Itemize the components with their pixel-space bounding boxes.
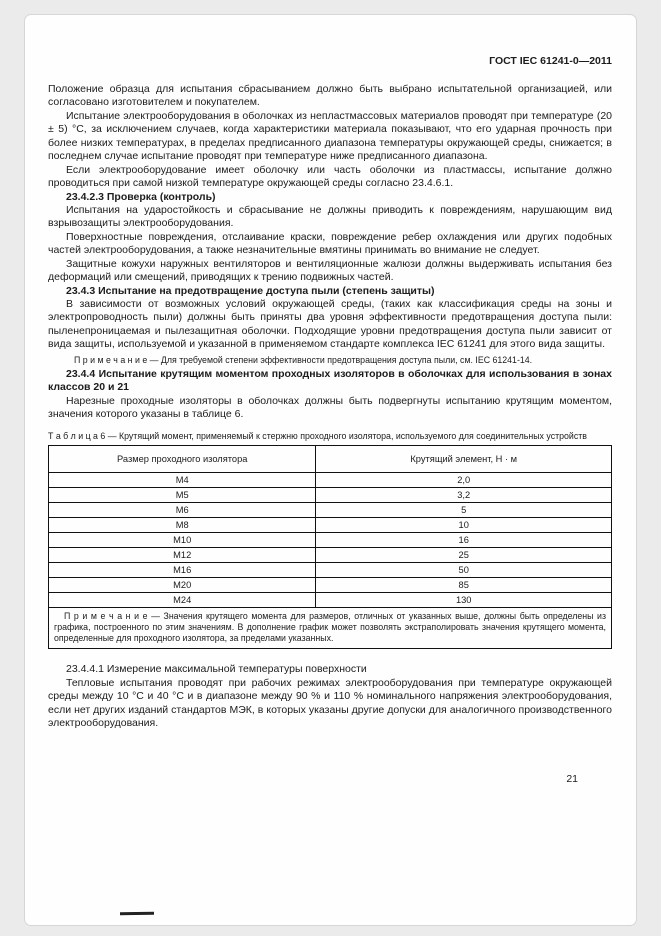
paragraph: В зависимости от возможных условий окружающей среды, (таких как классификация среды на зоны и электропроводность пыли) должны быть приняты два уровня эффективности предотвращения доступа пыли: пыленепроницаемая и пылезащитная оболочки. Подходящие уровни предотвращения доступа пыли зависит от вида защиты, используемой и указанной в применяемом стандарте комплекса IEC 61241 для этого вида защиты.	[48, 298, 612, 351]
table-row	[49, 517, 612, 532]
section-heading-23-4-2-3: 23.4.2.3 Проверка (контроль)	[66, 190, 216, 203]
cell-size: M12	[49, 547, 316, 562]
standard-number: ГОСТ IEC 61241-0—2011	[489, 55, 612, 67]
cell-torque: 50	[316, 562, 612, 577]
table-row	[49, 562, 612, 577]
cell-size: M4	[49, 472, 316, 487]
section-heading-23-4-4-1: 23.4.4.1 Измерение максимальной температуры поверхности	[66, 663, 367, 676]
scan-artifact-line	[120, 912, 154, 916]
paragraph: Испытания на ударостойкость и сбрасывание не должны приводить к повреждениям, нарушающим вид взрывозащиты электрооборудования.	[48, 203, 612, 230]
paragraph: Поверхностные повреждения, отслаивание краски, повреждение ребер охлаждения или других подобных частей электрооборудования, а также незначительные вмятины принимать во внимание не следует.	[48, 230, 612, 257]
torque-table	[48, 445, 612, 650]
cell-size: M5	[49, 487, 316, 502]
cell-size: M8	[49, 517, 316, 532]
cell-torque: 16	[316, 532, 612, 547]
cell-torque: 3,2	[316, 487, 612, 502]
cell-size: M6	[49, 502, 316, 517]
table-row	[49, 472, 612, 487]
paragraph: Защитные кожухи наружных вентиляторов и вентиляционные жалюзи должны выдерживать испытания без деформаций или смещений, приводящих к трению подвижных частей.	[48, 257, 612, 284]
cell-torque: 130	[316, 592, 612, 607]
paragraph: Испытание электрооборудования в оболочках из непластмассовых материалов проводят при температуре (20 ± 5) °С, за исключением случаев, когда характеристики материала показывают, что его ударная прочность при более низких температурах, в пределах предписанного диапазона температуры окружающей среды, снижается; в последнем случае испытание проводят при температуре ниже предписанного диапазона.	[48, 109, 612, 163]
note-text: П р и м е ч а н и е — Для требуемой степени эффективности предотвращения доступа пыли, см. IEC 61241-14.	[74, 354, 533, 365]
cell-torque: 2,0	[316, 472, 612, 487]
paragraph: Положение образца для испытания сбрасыванием должно быть выбрано испытательной организацией, или согласовано изготовителем и покупателем.	[48, 83, 612, 109]
table-row	[49, 592, 612, 607]
cell-size: M24	[49, 592, 316, 607]
table-row	[49, 577, 612, 592]
page-number: 21	[566, 772, 578, 785]
table-caption: Т а б л и ц а 6 — Крутящий момент, применяемый к стержню проходного изолятора, используемого для соединительных устройств	[48, 430, 587, 441]
paragraph: Если электрооборудование имеет оболочку или часть оболочки из пластмассы, испытание должно проводиться при самой низкой температуре окружающей среды согласно 23.4.6.1.	[48, 163, 612, 190]
cell-size: M10	[49, 532, 316, 547]
col-header-torque: Крутящий элемент, Н · м	[316, 445, 612, 472]
col-header-insulator-size: Размер проходного изолятора	[49, 445, 316, 472]
section-heading-23-4-3: 23.4.3 Испытание на предотвращение доступа пыли (степень защиты)	[66, 284, 435, 297]
cell-torque: 25	[316, 547, 612, 562]
paragraph: Нарезные проходные изоляторы в оболочках должны быть подвергнуты испытанию крутящим моментом, значения которого указаны в таблице 6.	[48, 394, 612, 421]
cell-torque: 5	[316, 502, 612, 517]
table-note-text: П р и м е ч а н и е — Значения крутящего момента для размеров, отличных от указанных выше, должны быть определены из графика, построенного по этим значениям. В дополнение график может позволять экстраполировать значения крутящего момента, определенные для проходного изолятора, за пределами указанных.	[49, 607, 612, 649]
table-row	[49, 532, 612, 547]
section-heading-23-4-4: 23.4.4 Испытание крутящим моментом проходных изоляторов в оболочках для использования в зонах классов 20 и 21	[48, 367, 612, 394]
table-row	[49, 502, 612, 517]
cell-torque: 85	[316, 577, 612, 592]
table-row	[49, 487, 612, 502]
table-row	[49, 547, 612, 562]
cell-size: M16	[49, 562, 316, 577]
cell-torque: 10	[316, 517, 612, 532]
paragraph: Тепловые испытания проводят при рабочих режимах электрооборудования при температуре окружающей среды между 10 °С и 40 °С и в диапазоне между 90 % и 110 % номинального напряжения электрооборудования, если нет других изданий стандартов МЭК, в которых указаны другие допуски для аналогичного производственного электрооборудования.	[48, 676, 612, 730]
table-header-row	[49, 445, 612, 472]
document-page	[24, 14, 637, 926]
table-note-row	[49, 607, 612, 649]
cell-size: M20	[49, 577, 316, 592]
